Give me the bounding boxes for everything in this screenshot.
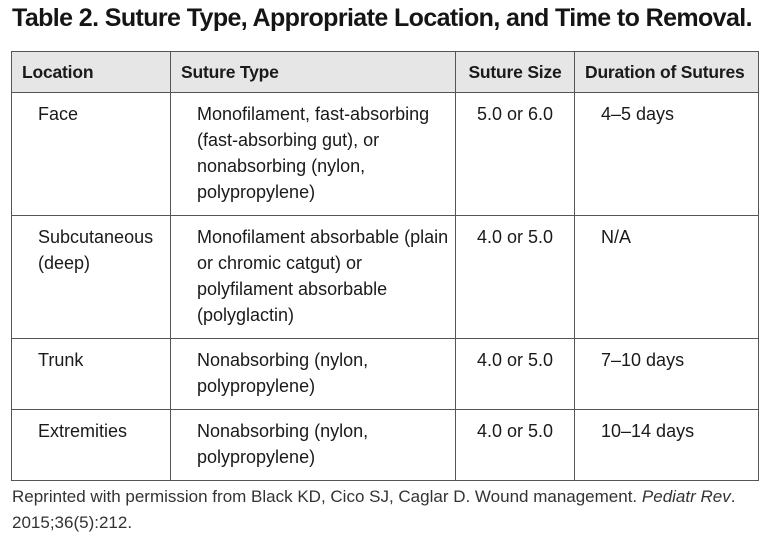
table-row	[12, 410, 759, 481]
cell-location: Subcutaneous (deep)	[12, 216, 171, 339]
cell-suture-size: 5.0 or 6.0	[456, 93, 575, 216]
cell-location: Trunk	[12, 339, 171, 410]
cell-suture-type: Nonabsorbing (nylon, polypropylene)	[171, 410, 456, 481]
table-row	[12, 339, 759, 410]
footnote-journal: Pediatr Rev	[641, 487, 731, 506]
cell-location: Face	[12, 93, 171, 216]
cell-duration: 10–14 days	[575, 410, 759, 481]
footnote-citation: Reprinted with permission from Black KD, Cico SJ, Caglar D. Wound management.	[12, 487, 638, 506]
cell-duration: N/A	[575, 216, 759, 339]
header-location: Location	[12, 52, 171, 93]
cell-location: Extremities	[12, 410, 171, 481]
table-title: Table 2. Suture Type, Appropriate Location, and Time to Removal.	[12, 4, 752, 32]
cell-duration: 4–5 days	[575, 93, 759, 216]
footnote	[12, 484, 758, 536]
cell-suture-size: 4.0 or 5.0	[456, 410, 575, 481]
cell-suture-type: Monofilament absorbable (plain or chromic catgut) or polyfilament absorbable (polyglactin)	[171, 216, 456, 339]
cell-suture-size: 4.0 or 5.0	[456, 339, 575, 410]
header-suture-size: Suture Size	[456, 52, 575, 93]
footnote-citation-details: . 2015;36(5):212.	[12, 487, 736, 532]
table-row	[12, 216, 759, 339]
table-header-row	[12, 52, 759, 93]
table-row	[12, 93, 759, 216]
suture-table	[11, 51, 759, 481]
cell-suture-size: 4.0 or 5.0	[456, 216, 575, 339]
header-duration: Duration of Sutures	[575, 52, 759, 93]
cell-suture-type: Nonabsorbing (nylon, polypropylene)	[171, 339, 456, 410]
header-suture-type: Suture Type	[171, 52, 456, 93]
cell-suture-type: Monofilament, fast-absorbing (fast-absorbing gut), or nonabsorbing (nylon, polypropylene)	[171, 93, 456, 216]
cell-duration: 7–10 days	[575, 339, 759, 410]
